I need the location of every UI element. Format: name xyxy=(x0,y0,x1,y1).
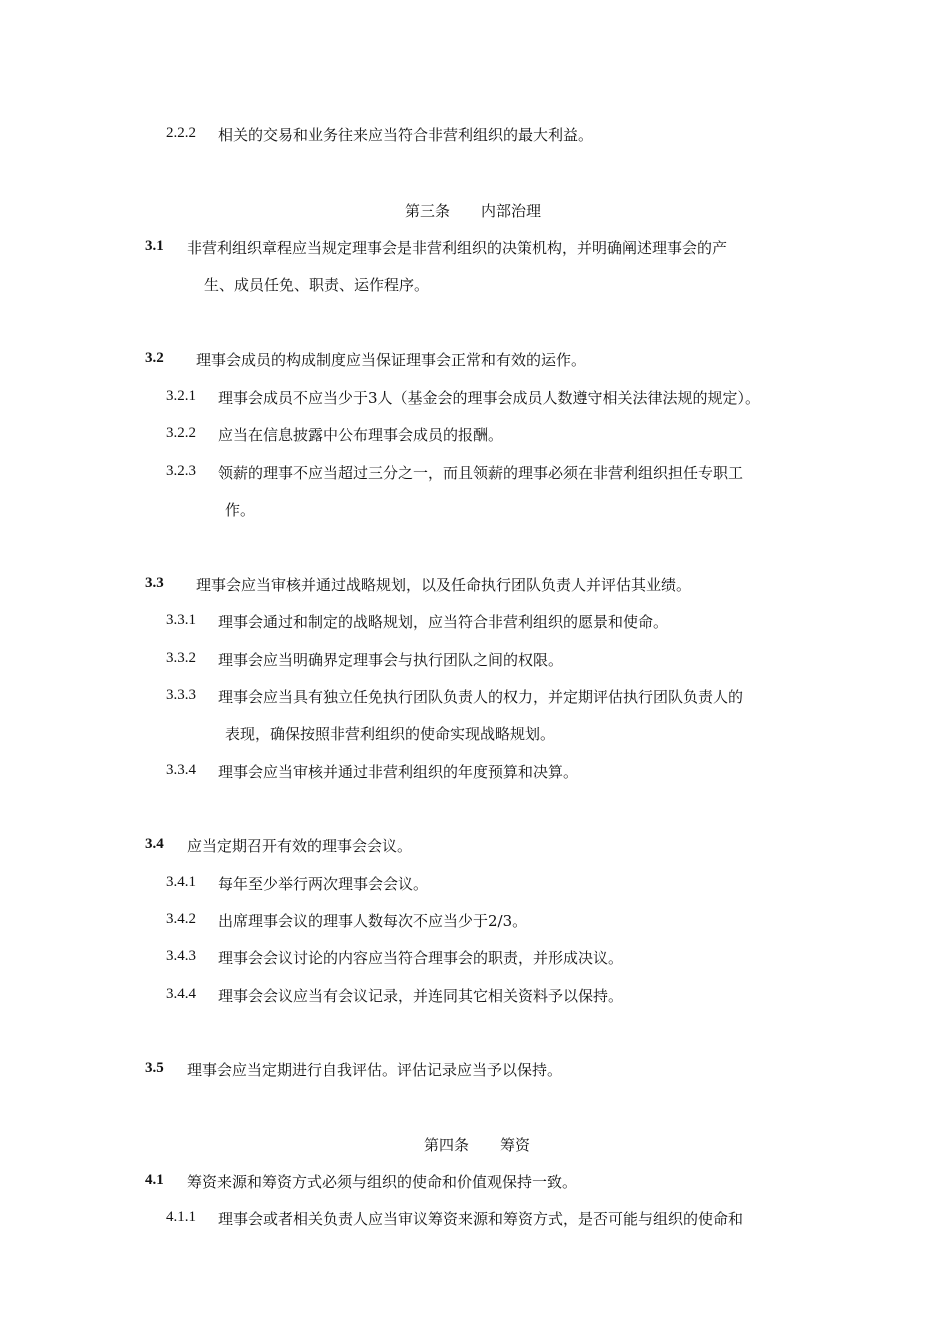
clause-number: 3.4.2 xyxy=(166,911,196,927)
clause-text: 理事会应当审核并通过非营利组织的年度预算和决算。 xyxy=(218,763,579,781)
section-number: 3.4 xyxy=(145,836,164,852)
clause-number: 3.4.4 xyxy=(166,986,196,1002)
clause-text: 理事会或者相关负责人应当审议筹资来源和筹资方式，是否可能与组织的使命和 xyxy=(218,1210,744,1228)
article-name: 内部治理 xyxy=(481,202,542,220)
clause-text: 领薪的理事不应当超过三分之一，而且领薪的理事必须在非营利组织担任专职工 xyxy=(218,464,744,482)
clause-number: 3.4.1 xyxy=(166,874,196,890)
clause-text-cont: 作。 xyxy=(225,501,256,519)
clause-text: 相关的交易和业务往来应当符合非营利组织的最大利益。 xyxy=(218,126,594,144)
clause-number: 2.2.2 xyxy=(166,125,196,141)
section-number: 3.1 xyxy=(145,238,164,254)
clause-text: 每年至少举行两次理事会会议。 xyxy=(218,875,429,893)
clause-text: 应当在信息披露中公布理事会成员的报酬。 xyxy=(218,426,504,444)
section-text: 理事会应当定期进行自我评估。评估记录应当予以保持。 xyxy=(187,1061,563,1079)
clause-text-cont: 表现，确保按照非营利组织的使命实现战略规划。 xyxy=(225,725,556,743)
clause-number: 3.3.1 xyxy=(166,612,196,628)
clause-number: 3.3.4 xyxy=(166,762,196,778)
article-title: 第四条 xyxy=(424,1136,470,1154)
section-number: 3.2 xyxy=(145,350,164,366)
clause-text: 出席理事会议的理事人数每次不应当少于2/3。 xyxy=(218,912,528,930)
article-name: 筹资 xyxy=(500,1136,531,1154)
clause-number: 3.2.3 xyxy=(166,463,196,479)
clause-number: 3.3.2 xyxy=(166,650,196,666)
clause-text: 理事会通过和制定的战略规划，应当符合非营利组织的愿景和使命。 xyxy=(218,613,669,631)
section-text-cont: 生、成员任免、职责、运作程序。 xyxy=(204,276,430,294)
section-text: 非营利组织章程应当规定理事会是非营利组织的决策机构，并明确阐述理事会的产 xyxy=(187,239,728,257)
clause-text: 理事会成员不应当少于3人（基金会的理事会成员人数遵守相关法律法规的规定）。 xyxy=(218,389,761,407)
article-title: 第三条 xyxy=(405,202,451,220)
section-number: 4.1 xyxy=(145,1172,164,1188)
clause-number: 3.2.1 xyxy=(166,388,196,404)
clause-text: 理事会应当具有独立任免执行团队负责人的权力，并定期评估执行团队负责人的 xyxy=(218,688,744,706)
section-text: 筹资来源和筹资方式必须与组织的使命和价值观保持一致。 xyxy=(187,1173,578,1191)
clause-text: 理事会应当明确界定理事会与执行团队之间的权限。 xyxy=(218,651,564,669)
section-text: 应当定期召开有效的理事会会议。 xyxy=(187,837,413,855)
clause-number: 3.2.2 xyxy=(166,425,196,441)
clause-text: 理事会会议讨论的内容应当符合理事会的职责，并形成决议。 xyxy=(218,949,624,967)
section-number: 3.3 xyxy=(145,575,164,591)
section-text: 理事会成员的构成制度应当保证理事会正常和有效的运作。 xyxy=(196,351,587,369)
section-number: 3.5 xyxy=(145,1060,164,1076)
clause-number: 4.1.1 xyxy=(166,1209,196,1225)
section-text: 理事会应当审核并通过战略规划，以及任命执行团队负责人并评估其业绩。 xyxy=(196,576,692,594)
clause-number: 3.4.3 xyxy=(166,948,196,964)
clause-number: 3.3.3 xyxy=(166,687,196,703)
clause-text: 理事会会议应当有会议记录，并连同其它相关资料予以保持。 xyxy=(218,987,624,1005)
